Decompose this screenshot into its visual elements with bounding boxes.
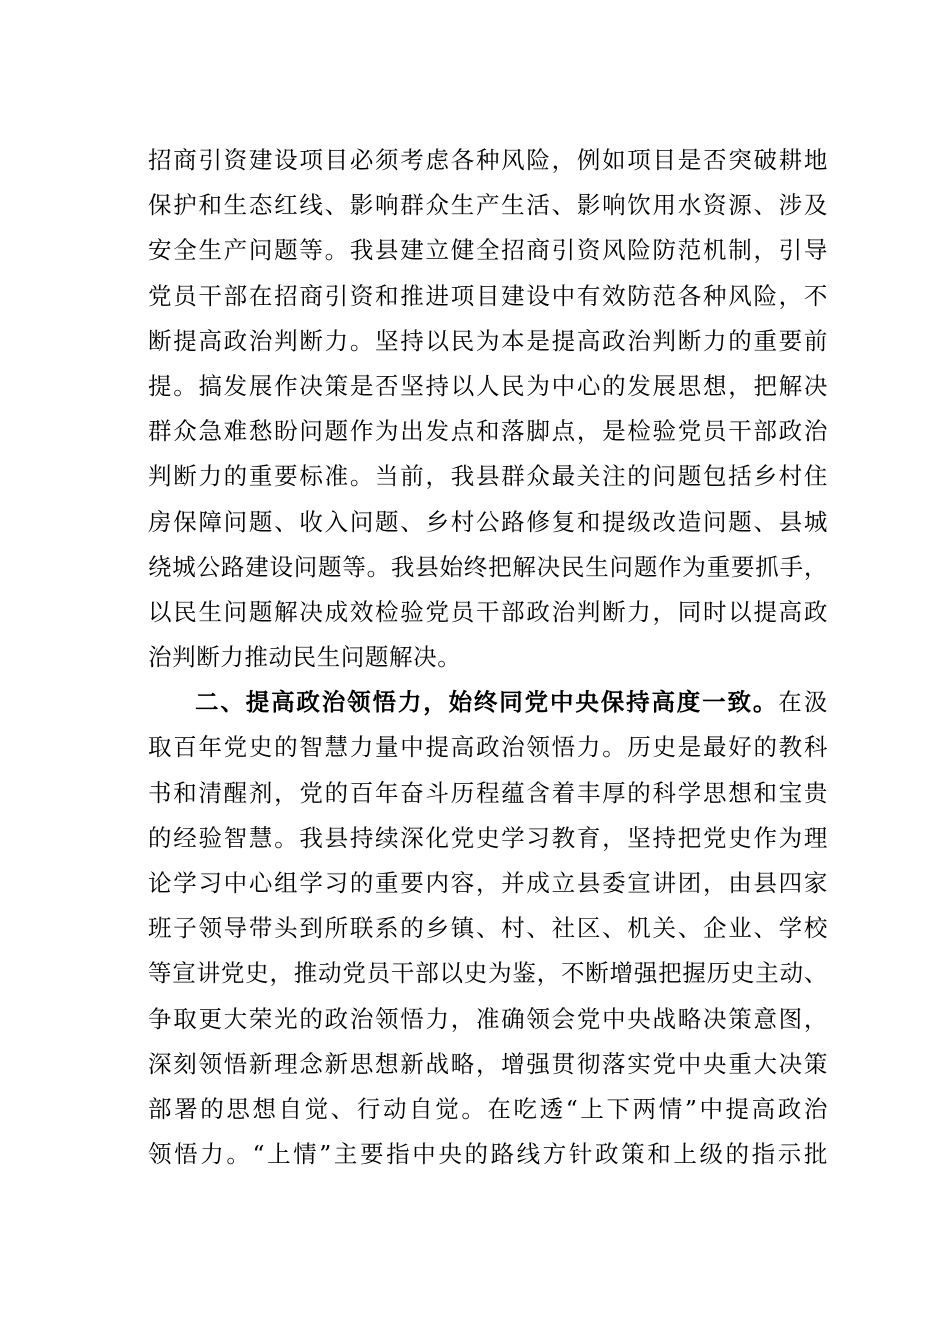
text-line: 党员干部在招商引资和推进项目建设中有效防范各种风险，不 — [148, 281, 828, 310]
text-line: 论学习中心组学习的重要内容，并成立县委宣讲团，由县四家 — [148, 869, 828, 897]
text-line: 书和清醒剂，党的百年奋斗历程蕴含着丰厚的科学思想和宝贵 — [148, 778, 828, 807]
text-line: 治判断力推动民生问题解决。 — [148, 643, 462, 672]
text-line: 等宣讲党史，推动党员干部以史为鉴，不断增强把握历史主动、 — [148, 959, 828, 988]
text-line: 群众急难愁盼问题作为出发点和落脚点，是检验党员干部政治 — [148, 417, 828, 446]
text-line: 判断力的重要标准。当前，我县群众最关注的问题包括乡村住 — [148, 462, 828, 491]
paragraph-2 — [148, 680, 828, 1177]
section-heading-line — [148, 680, 828, 725]
text-line: 绕城公路建设问题等。我县始终把解决民生问题作为重要抓手， — [148, 552, 828, 581]
heading-trailing-text: 在汲 — [778, 688, 828, 717]
text-line: 保护和生态红线、影响群众生产生活、影响饮用水资源、涉及 — [148, 191, 828, 220]
document-body — [148, 138, 828, 1177]
text-line: 取百年党史的智慧力量中提高政治领悟力。历史是最好的教科 — [148, 733, 828, 762]
text-line: 班子领导带头到所联系的乡镇、村、社区、机关、企业、学校 — [148, 914, 828, 943]
text-line: 招商引资建设项目必须考虑各种风险，例如项目是否突破耕地 — [148, 146, 828, 174]
text-line: 争取更大荣光的政治领悟力，准确领会党中央战略决策意图， — [148, 1004, 828, 1033]
text-line: 断提高政治判断力。坚持以民为本是提高政治判断力的重要前 — [148, 326, 828, 355]
text-line: 安全生产问题等。我县建立健全招商引资风险防范机制，引导 — [148, 236, 828, 265]
section-heading: 二、提高政治领悟力，始终同党中央保持高度一致。 — [195, 688, 779, 717]
text-line: 深刻领悟新理念新思想新战略，增强贯彻落实党中央重大决策 — [148, 1049, 828, 1078]
text-line: 以民生问题解决成效检验党员干部政治判断力，同时以提高政 — [148, 597, 828, 626]
text-line: 领悟力。“上情”主要指中央的路线方针政策和上级的指示批 — [148, 1140, 828, 1169]
text-line: 提。搞发展作决策是否坚持以人民为中心的发展思想，把解决 — [148, 371, 828, 400]
text-line: 的经验智慧。我县持续深化党史学习教育，坚持把党史作为理 — [148, 823, 828, 852]
paragraph-1 — [148, 138, 828, 680]
text-line: 房保障问题、收入问题、乡村公路修复和提级改造问题、县城 — [148, 507, 828, 536]
text-line: 部署的思想自觉、行动自觉。在吃透“上下两情”中提高政治 — [148, 1094, 828, 1123]
